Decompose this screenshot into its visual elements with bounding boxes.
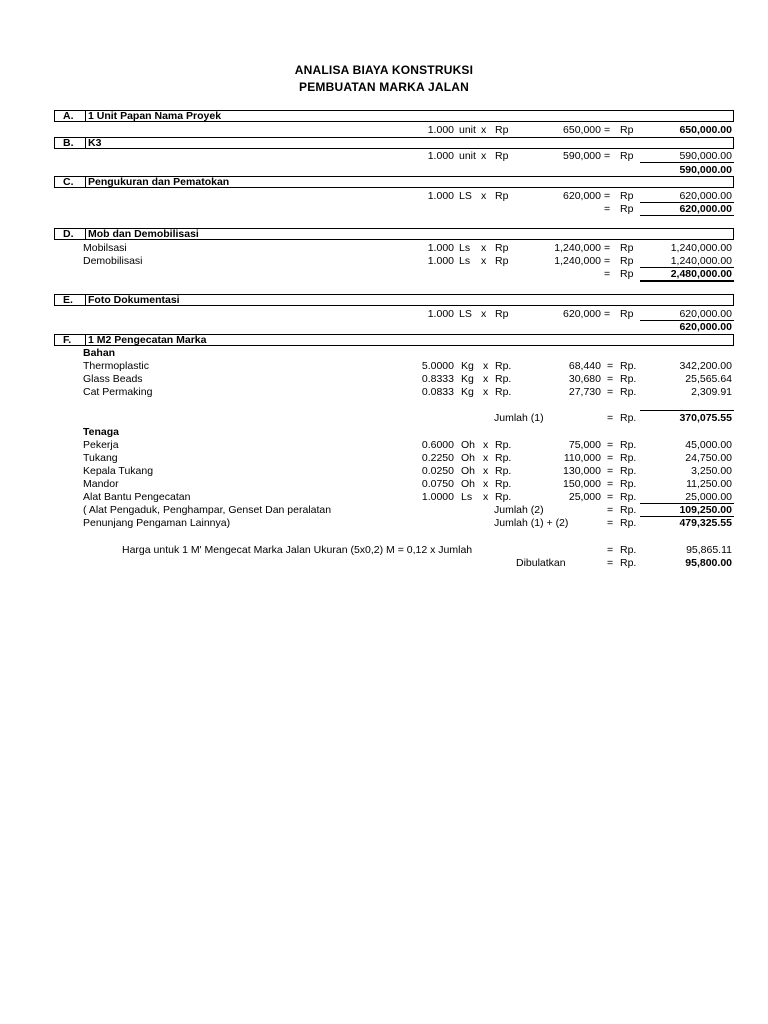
currency: Rp. — [620, 373, 637, 385]
currency: Rp. — [620, 452, 637, 464]
unit-price: 620,000 — [563, 190, 601, 202]
section-c-header — [54, 176, 734, 188]
section-subtotal: 620,000.00 — [679, 203, 732, 215]
rounded-value: 95,800.00 — [685, 557, 732, 569]
unit-price: 130,000 — [563, 465, 601, 477]
currency: Rp. — [620, 412, 637, 424]
qty: 0.2250 — [421, 452, 454, 464]
equals-sign: = — [607, 557, 614, 569]
qty: 0.0750 — [421, 478, 454, 490]
double-sum-line — [640, 280, 734, 282]
item-name: Pekerja — [83, 439, 119, 451]
unit: Oh — [461, 465, 476, 477]
equals-sign: = — [604, 203, 611, 215]
unit-price-formula-label: Harga untuk 1 M' Mengecat Marka Jalan Ukuran (5x0,2) M = 0,12 x Jumlah — [122, 544, 473, 556]
tenaga-heading: Tenaga — [83, 426, 119, 438]
section-d-header — [54, 228, 734, 240]
currency: Rp — [495, 124, 509, 136]
jumlah-2-label: Jumlah (2) — [494, 504, 544, 516]
unit: Kg — [461, 386, 474, 398]
jumlah-1-value: 370,075.55 — [679, 412, 732, 424]
section-letter: C. — [63, 176, 74, 188]
row-total: 11,250.00 — [686, 478, 732, 490]
qty: 1.000 — [427, 124, 454, 136]
unit: Oh — [461, 452, 476, 464]
currency: Rp. — [620, 360, 637, 372]
equals-sign: = — [604, 124, 611, 136]
unit: Oh — [461, 439, 476, 451]
times-sign: x — [483, 360, 489, 372]
unit: Oh — [461, 478, 476, 490]
currency: Rp — [620, 150, 634, 162]
currency: Rp. — [495, 465, 512, 477]
unit-price: 1,240,000 — [554, 242, 601, 254]
qty: 1.000 — [427, 242, 454, 254]
sum-line — [640, 215, 734, 216]
section-title: 1 M2 Pengecatan Marka — [88, 334, 207, 346]
currency: Rp. — [620, 517, 637, 529]
equals-sign: = — [607, 517, 614, 529]
section-title: Foto Dokumentasi — [88, 294, 180, 306]
bahan-heading: Bahan — [83, 347, 116, 359]
qty: 1.000 — [427, 190, 454, 202]
item-name: Mobilsasi — [83, 242, 127, 254]
currency: Rp — [620, 308, 634, 320]
currency: Rp — [495, 150, 509, 162]
qty: 5.0000 — [421, 360, 454, 372]
section-title: 1 Unit Papan Nama Proyek — [88, 110, 222, 122]
row-total: 1,240,000.00 — [670, 242, 732, 254]
section-subtotal: 620,000.00 — [679, 321, 732, 333]
times-sign: x — [481, 190, 487, 202]
section-subtotal: 2,480,000.00 — [670, 268, 732, 280]
unit-price: 590,000 — [563, 150, 601, 162]
currency: Rp. — [495, 373, 512, 385]
currency: Rp. — [495, 360, 512, 372]
times-sign: x — [483, 386, 489, 398]
qty: 1.0000 — [421, 491, 454, 503]
section-title: Mob dan Demobilisasi — [88, 228, 199, 240]
equals-sign: = — [607, 465, 614, 477]
sum-line — [640, 410, 734, 411]
times-sign: x — [481, 255, 487, 267]
unit-price: 25,000 — [568, 491, 601, 503]
currency: Rp. — [495, 478, 512, 490]
item-name: Kepala Tukang — [83, 465, 154, 477]
currency: Rp — [620, 242, 634, 254]
unit-price: 620,000 — [563, 308, 601, 320]
unit: unit — [459, 124, 476, 136]
section-f-header — [54, 334, 734, 346]
row-total: 620,000.00 — [679, 308, 732, 320]
times-sign: x — [483, 373, 489, 385]
equals-sign: = — [607, 386, 614, 398]
qty: 0.6000 — [421, 439, 454, 451]
times-sign: x — [481, 124, 487, 136]
unit: Kg — [461, 360, 474, 372]
times-sign: x — [481, 242, 487, 254]
item-name: Cat Permaking — [83, 386, 153, 398]
unit-price: 110,000 — [563, 452, 601, 464]
equals-sign: = — [607, 544, 614, 556]
row-total: 24,750.00 — [685, 452, 732, 464]
row-total: 342,200.00 — [679, 360, 732, 372]
qty: 0.8333 — [421, 373, 454, 385]
row-total: 25,565.64 — [685, 373, 732, 385]
section-b-header — [54, 137, 734, 149]
times-sign: x — [483, 478, 489, 490]
qty: 1.000 — [427, 308, 454, 320]
item-name: Alat Bantu Pengecatan — [83, 491, 191, 503]
doc-title-line-1: ANALISA BIAYA KONSTRUKSI — [294, 63, 474, 77]
section-a-header — [54, 110, 734, 122]
equipment-note-line-2: Penunjang Pengaman Lainnya) — [83, 517, 231, 529]
jumlah-1-label: Jumlah (1) — [494, 412, 544, 424]
row-total: 620,000.00 — [679, 190, 732, 202]
section-letter: D. — [63, 228, 74, 240]
item-name: Mandor — [83, 478, 119, 490]
row-total: 45,000.00 — [685, 439, 732, 451]
currency: Rp — [495, 255, 509, 267]
equals-sign: = — [607, 360, 614, 372]
jumlah-1-2-label: Jumlah (1) + (2) — [494, 517, 569, 529]
equals-sign: = — [604, 308, 611, 320]
times-sign: x — [483, 465, 489, 477]
times-sign: x — [483, 491, 489, 503]
currency: Rp — [620, 124, 634, 136]
section-title: K3 — [88, 137, 102, 149]
jumlah-1-2-value: 479,325.55 — [679, 517, 732, 529]
qty: 0.0250 — [421, 465, 454, 477]
equipment-note-line-1: ( Alat Pengaduk, Penghampar, Genset Dan peralatan — [83, 504, 332, 516]
currency: Rp. — [620, 465, 637, 477]
currency: Rp. — [620, 491, 637, 503]
row-total: 25,000.00 — [685, 491, 732, 503]
row-total: 2,309.91 — [691, 386, 732, 398]
equals-sign: = — [607, 412, 614, 424]
times-sign: x — [481, 308, 487, 320]
unit: LS — [459, 308, 472, 320]
currency: Rp. — [495, 452, 512, 464]
currency: Rp. — [620, 544, 637, 556]
equals-sign: = — [607, 491, 614, 503]
equals-sign: = — [607, 452, 614, 464]
row-total: 3,250.00 — [691, 465, 732, 477]
sum-line — [640, 162, 734, 163]
qty: 1.000 — [427, 255, 454, 267]
unit-price: 68,440 — [568, 360, 601, 372]
times-sign: x — [481, 150, 487, 162]
equals-sign: = — [604, 255, 611, 267]
section-letter: E. — [63, 294, 73, 306]
times-sign: x — [483, 452, 489, 464]
times-sign: x — [483, 439, 489, 451]
unit: Ls — [459, 242, 471, 254]
unit-price: 30,680 — [568, 373, 601, 385]
currency: Rp — [620, 268, 634, 280]
unit: LS — [459, 190, 472, 202]
currency: Rp. — [620, 478, 637, 490]
currency: Rp. — [495, 491, 512, 503]
equals-sign: = — [604, 190, 611, 202]
rounded-label: Dibulatkan — [516, 557, 566, 569]
doc-title-line-2: PEMBUATAN MARKA JALAN — [299, 80, 469, 94]
section-letter: F. — [63, 334, 72, 346]
currency: Rp. — [620, 386, 637, 398]
equals-sign: = — [607, 373, 614, 385]
unit: Ls — [461, 491, 473, 503]
item-name: Tukang — [83, 452, 118, 464]
currency: Rp — [495, 190, 509, 202]
qty: 1.000 — [427, 150, 454, 162]
currency: Rp — [620, 190, 634, 202]
unit-price: 1,240,000 — [554, 255, 601, 267]
equals-sign: = — [607, 504, 614, 516]
row-total: 590,000.00 — [679, 150, 732, 162]
item-name: Thermoplastic — [83, 360, 149, 372]
equals-sign: = — [604, 268, 611, 280]
currency: Rp. — [495, 439, 512, 451]
currency: Rp. — [620, 557, 637, 569]
row-total: 1,240,000.00 — [670, 255, 732, 267]
currency: Rp — [620, 203, 634, 215]
currency: Rp — [620, 255, 634, 267]
currency: Rp — [495, 308, 509, 320]
currency: Rp — [495, 242, 509, 254]
section-title: Pengukuran dan Pematokan — [88, 176, 230, 188]
unit: Ls — [459, 255, 471, 267]
qty: 0.0833 — [421, 386, 454, 398]
item-name: Glass Beads — [83, 373, 143, 385]
section-letter: B. — [63, 137, 74, 149]
row-total: 650,000.00 — [679, 124, 732, 136]
currency: Rp. — [620, 504, 637, 516]
unit-price: 27,730 — [568, 386, 601, 398]
section-letter: A. — [63, 110, 74, 122]
unit-price: 75,000 — [568, 439, 601, 451]
equals-sign: = — [607, 439, 614, 451]
jumlah-2-value: 109,250.00 — [679, 504, 732, 516]
unit-price: 650,000 — [563, 124, 601, 136]
unit-price: 150,000 — [563, 478, 601, 490]
section-subtotal: 590,000.00 — [679, 164, 732, 176]
equals-sign: = — [607, 478, 614, 490]
equals-sign: = — [604, 242, 611, 254]
currency: Rp. — [495, 386, 512, 398]
unit: unit — [459, 150, 476, 162]
unit: Kg — [461, 373, 474, 385]
equals-sign: = — [604, 150, 611, 162]
unit-price-value: 95,865.11 — [686, 544, 732, 556]
item-name: Demobilisasi — [83, 255, 143, 267]
section-e-header — [54, 294, 734, 306]
currency: Rp. — [620, 439, 637, 451]
